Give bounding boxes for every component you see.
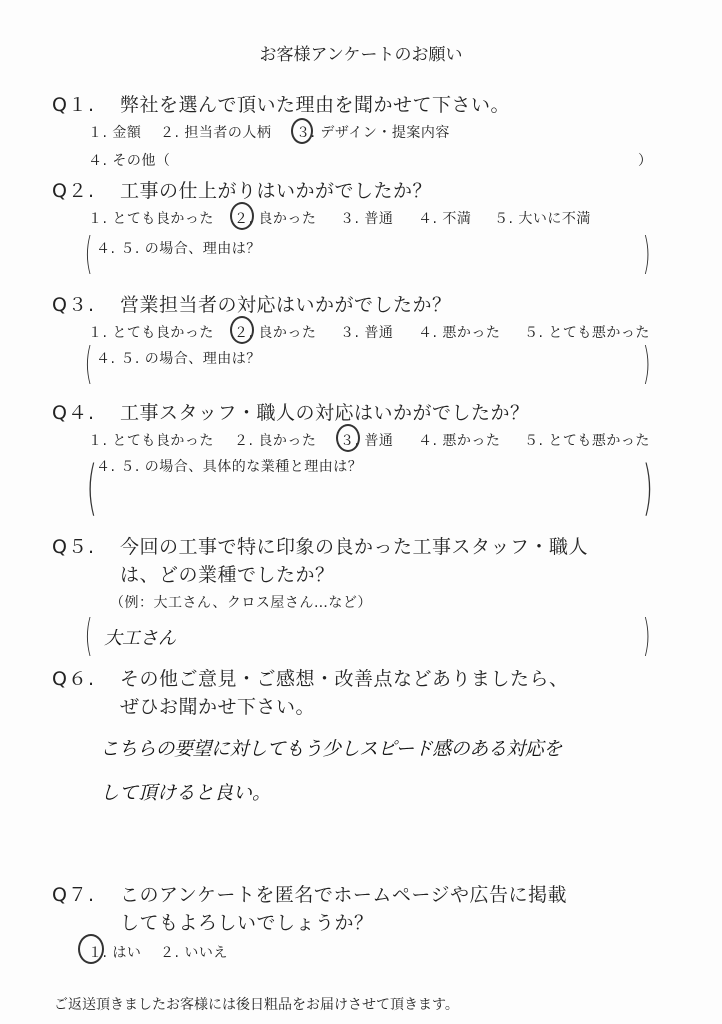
q3-selected-circle xyxy=(230,316,254,344)
q5-number: Q５. xyxy=(52,536,95,558)
q4-reason-close-paren: ) xyxy=(642,453,653,523)
q7-question-line-1: このアンケートを匿名でホームページや広告に掲載 xyxy=(120,884,567,906)
q2-option-4[interactable]: ４. 不満 xyxy=(418,211,472,227)
q2-question: 工事の仕上がりはいかがでしたか？ xyxy=(120,180,433,202)
q3-number: Q３. xyxy=(52,294,95,316)
q3-option-1[interactable]: １. とても良かった xyxy=(88,325,214,341)
q2-option-5[interactable]: ５. 大いに不満 xyxy=(494,211,591,227)
q7-option-2[interactable]: ２. いいえ xyxy=(160,945,228,961)
q5-question-line-2: は、どの業種でしたか？ xyxy=(120,564,335,586)
q3-reason-label: ４. ５. の場合、理由は？ xyxy=(96,351,261,367)
q7-question-line-2: してもよろしいでしょうか？ xyxy=(120,912,374,934)
q4-reason-label: ４. ５. の場合、具体的な業種と理由は？ xyxy=(96,459,363,475)
q2-option-1[interactable]: １. とても良かった xyxy=(88,211,214,227)
q1-option-2[interactable]: ２. 担当者の人柄 xyxy=(160,125,272,141)
q2-reason-close-paren: ) xyxy=(642,228,651,279)
q2-option-2[interactable]: ２. 良かった xyxy=(234,211,317,227)
q7-option-1[interactable]: １. はい xyxy=(88,945,142,961)
q4-option-3[interactable]: ３. 普通 xyxy=(340,433,394,449)
q1-option-1[interactable]: １. 金額 xyxy=(88,125,142,141)
q1-option-4-close: ） xyxy=(638,153,653,169)
footer-note: ご返送頂きましたお客様には後日粗品をお届けさせて頂きます。 xyxy=(54,997,459,1013)
q4-option-1[interactable]: １. とても良かった xyxy=(88,433,214,449)
q3-reason-close-paren: ) xyxy=(642,338,651,389)
q6-number: Q６. xyxy=(52,668,95,690)
q6-question-line-2: ぜひお聞かせ下さい。 xyxy=(120,696,316,718)
q2-reason-open-paren: ( xyxy=(84,228,93,279)
q6-handwritten-answer-line-2: して頂けると良い。 xyxy=(100,782,272,804)
q7-selected-circle xyxy=(78,934,104,964)
q7-number: Q７. xyxy=(52,884,95,906)
q3-question: 営業担当者の対応はいかがでしたか？ xyxy=(120,294,452,316)
q3-option-3[interactable]: ３. 普通 xyxy=(340,325,394,341)
q2-reason-label: ４. ５. の場合、理由は？ xyxy=(96,241,261,257)
q5-example: （例：大工さん、クロス屋さん…など） xyxy=(110,595,372,611)
q3-option-2[interactable]: ２. 良かった xyxy=(234,325,317,341)
q6-question-line-1: その他ご意見・ご感想・改善点などありましたら、 xyxy=(120,668,569,690)
q5-handwritten-answer: 大工さん xyxy=(104,628,176,649)
page-title: お客様アンケートのお願い xyxy=(259,45,463,65)
q4-option-2[interactable]: ２. 良かった xyxy=(234,433,317,449)
q2-selected-circle xyxy=(230,202,254,230)
q4-number: Q４. xyxy=(52,402,95,424)
q6-handwritten-answer-line-1: こちらの要望に対してもう少しスピード感のある対応を xyxy=(100,738,562,760)
q4-option-4[interactable]: ４. 悪かった xyxy=(418,433,501,449)
q4-selected-circle xyxy=(336,424,360,452)
q1-option-4[interactable]: ４. その他（ xyxy=(88,153,171,169)
q3-option-4[interactable]: ４. 悪かった xyxy=(418,325,501,341)
q5-answer-close-paren: ) xyxy=(642,610,651,661)
q3-option-5[interactable]: ５. とても悪かった xyxy=(524,325,650,341)
q1-question: 弊社を選んで頂いた理由を聞かせて下さい。 xyxy=(120,94,511,116)
q3-reason-open-paren: ( xyxy=(84,338,93,389)
q5-question-line-1: 今回の工事で特に印象の良かった工事スタッフ・職人 xyxy=(120,536,589,558)
q4-question: 工事スタッフ・職人の対応はいかがでしたか？ xyxy=(120,402,530,424)
q4-option-5[interactable]: ５. とても悪かった xyxy=(524,433,650,449)
q2-number: Q２. xyxy=(52,180,95,202)
q1-option-3[interactable]: ３. デザイン・提案内容 xyxy=(296,125,450,141)
q4-reason-open-paren: ( xyxy=(86,453,97,523)
q1-selected-circle xyxy=(291,118,313,144)
q5-answer-open-paren: ( xyxy=(84,610,93,661)
q1-number: Q１. xyxy=(52,94,95,116)
q2-option-3[interactable]: ３. 普通 xyxy=(340,211,394,227)
